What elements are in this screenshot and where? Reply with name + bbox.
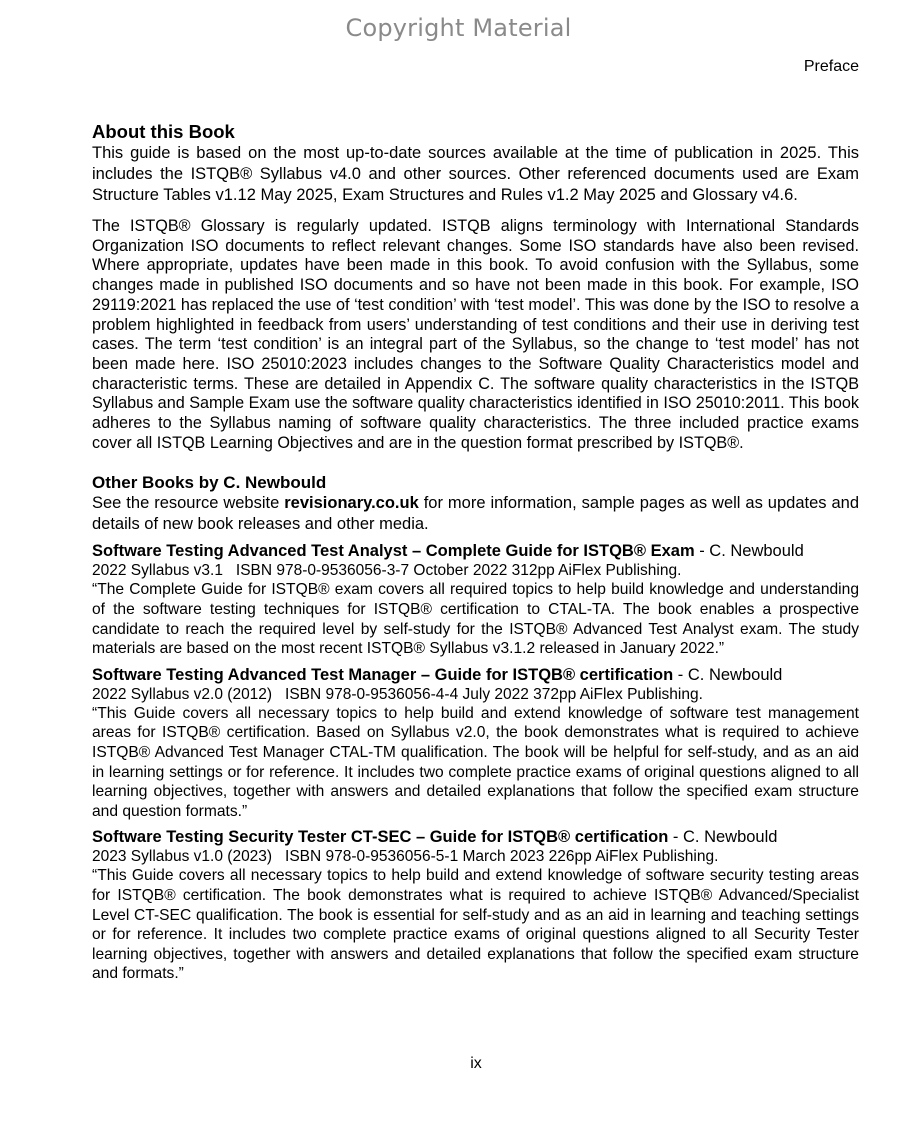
page-body [92, 121, 859, 984]
book-meta: 2022 Syllabus v2.0 (2012) ISBN 978-0-9536056-4-4 July 2022 372pp AiFlex Publishing. [92, 685, 703, 703]
book-author: - C. Newbould [668, 828, 778, 847]
book-title: Software Testing Advanced Test Analyst – Complete Guide for ISTQB® Exam [92, 542, 695, 561]
intro-text-after: for more information, sample pages as well as updates and details of new book releases and other media. [92, 494, 859, 534]
page-number: ix [470, 1055, 482, 1072]
about-paragraph-1: This guide is based on the most up-to-date sources available at the time of publication in 2025. This includes the ISTQB® Syllabus v4.0 and other sources. Other referenced documents used are Exam Structure Tables v1.12 May 2025, Exam Structures and Rules v1.2 May 2025 and Glossary v4.6. [92, 144, 859, 204]
book-author: - C. Newbould [694, 542, 804, 561]
intro-text-before: See the resource website [92, 494, 285, 513]
book-title-line [92, 827, 859, 847]
other-books-heading: Other Books by C. Newbould [92, 473, 327, 493]
website-link[interactable]: revisionary.co.uk [284, 494, 419, 513]
book-entry [92, 827, 859, 984]
about-paragraph-2: The ISTQB® Glossary is regularly updated. ISTQB aligns terminology with International Standards Organization ISO documents to reflect relevant changes. Some ISO standards have also been revised. Where appropriate, updates have been made in this book. To avoid confusion with the Syllabus, some changes made in published ISO documents and so have not been made in this book. For example, ISO 29119:2021 has replaced the use of ‘test condition’ with ‘test model’. This was done by the ISO to resolve a problem highlighted in feedback from users’ understanding of test conditions and their use in deriving test cases. The term ‘test condition’ is an integral part of the Syllabus, so the change to ‘test model’ has not been made here. ISO 25010:2023 includes changes to the Software Quality Characteristics model and characteristic terms. These are detailed in Appendix C. The software quality characteristics in the ISTQB Syllabus and Sample Exam use the software quality characteristics identified in ISO 25010:2011. This book adheres to the Syllabus naming of software quality characteristics. The three included practice exams cover all ISTQB Learning Objectives and are in the question format prescribed by ISTQB®. [92, 217, 859, 452]
book-title: Software Testing Advanced Test Manager – Guide for ISTQB® certification [92, 665, 674, 684]
other-books-intro [92, 493, 859, 535]
running-header: Preface [803, 58, 859, 75]
book-description: “This Guide covers all necessary topics to help build and extend knowledge of software security testing areas for ISTQB® certification. The book demonstrates what is required to achieve ISTQB® Advanced/Specialist Level CT-SEC qualification. The book is essential for self-study and as an aid in learning and teaching settings or for reference. It includes two complete practice exams of original questions aligned to all Security Tester learning objectives, together with answers and detailed explanations that follow the specified exam structure and formats.” [92, 867, 859, 983]
book-entry [92, 541, 859, 658]
book-title-line [92, 665, 859, 685]
book-meta: 2023 Syllabus v1.0 (2023) ISBN 978-0-9536056-5-1 March 2023 226pp AiFlex Publishing. [92, 848, 719, 866]
book-entry [92, 665, 859, 822]
book-description: “This Guide covers all necessary topics to help build and extend knowledge of software test management areas for ISTQB® certification. Based on Syllabus v2.0, the book demonstrates what is required to achieve ISTQB® Advanced Test Manager CTAL-TM qualification. The book will be helpful for self-study, and as an aid in learning settings or for reference. It includes two complete practice exams of original questions aligned to all learning objectives, together with answers and detailed explanations that follow the specified exam structure and question formats.” [92, 704, 859, 820]
book-author: - C. Newbould [673, 665, 783, 684]
book-meta: 2022 Syllabus v3.1 ISBN 978-0-9536056-3-7 October 2022 312pp AiFlex Publishing. [92, 562, 682, 580]
book-title-line [92, 541, 859, 561]
about-heading: About this Book [92, 121, 235, 142]
book-description: “The Complete Guide for ISTQB® exam covers all required topics to help build knowledge and understanding of the software testing techniques for ISTQB® certification to CTAL-TA. The book enables a prospective candidate to reach the required level by self-study for the ISTQB® Advanced Test Analyst exam. The study materials are based on the most recent ISTQB® Syllabus v3.1.2 released in January 2022.” [92, 581, 859, 658]
watermark: Copyright Material [345, 14, 572, 42]
book-title: Software Testing Security Tester CT-SEC – Guide for ISTQB® certification [92, 828, 669, 847]
